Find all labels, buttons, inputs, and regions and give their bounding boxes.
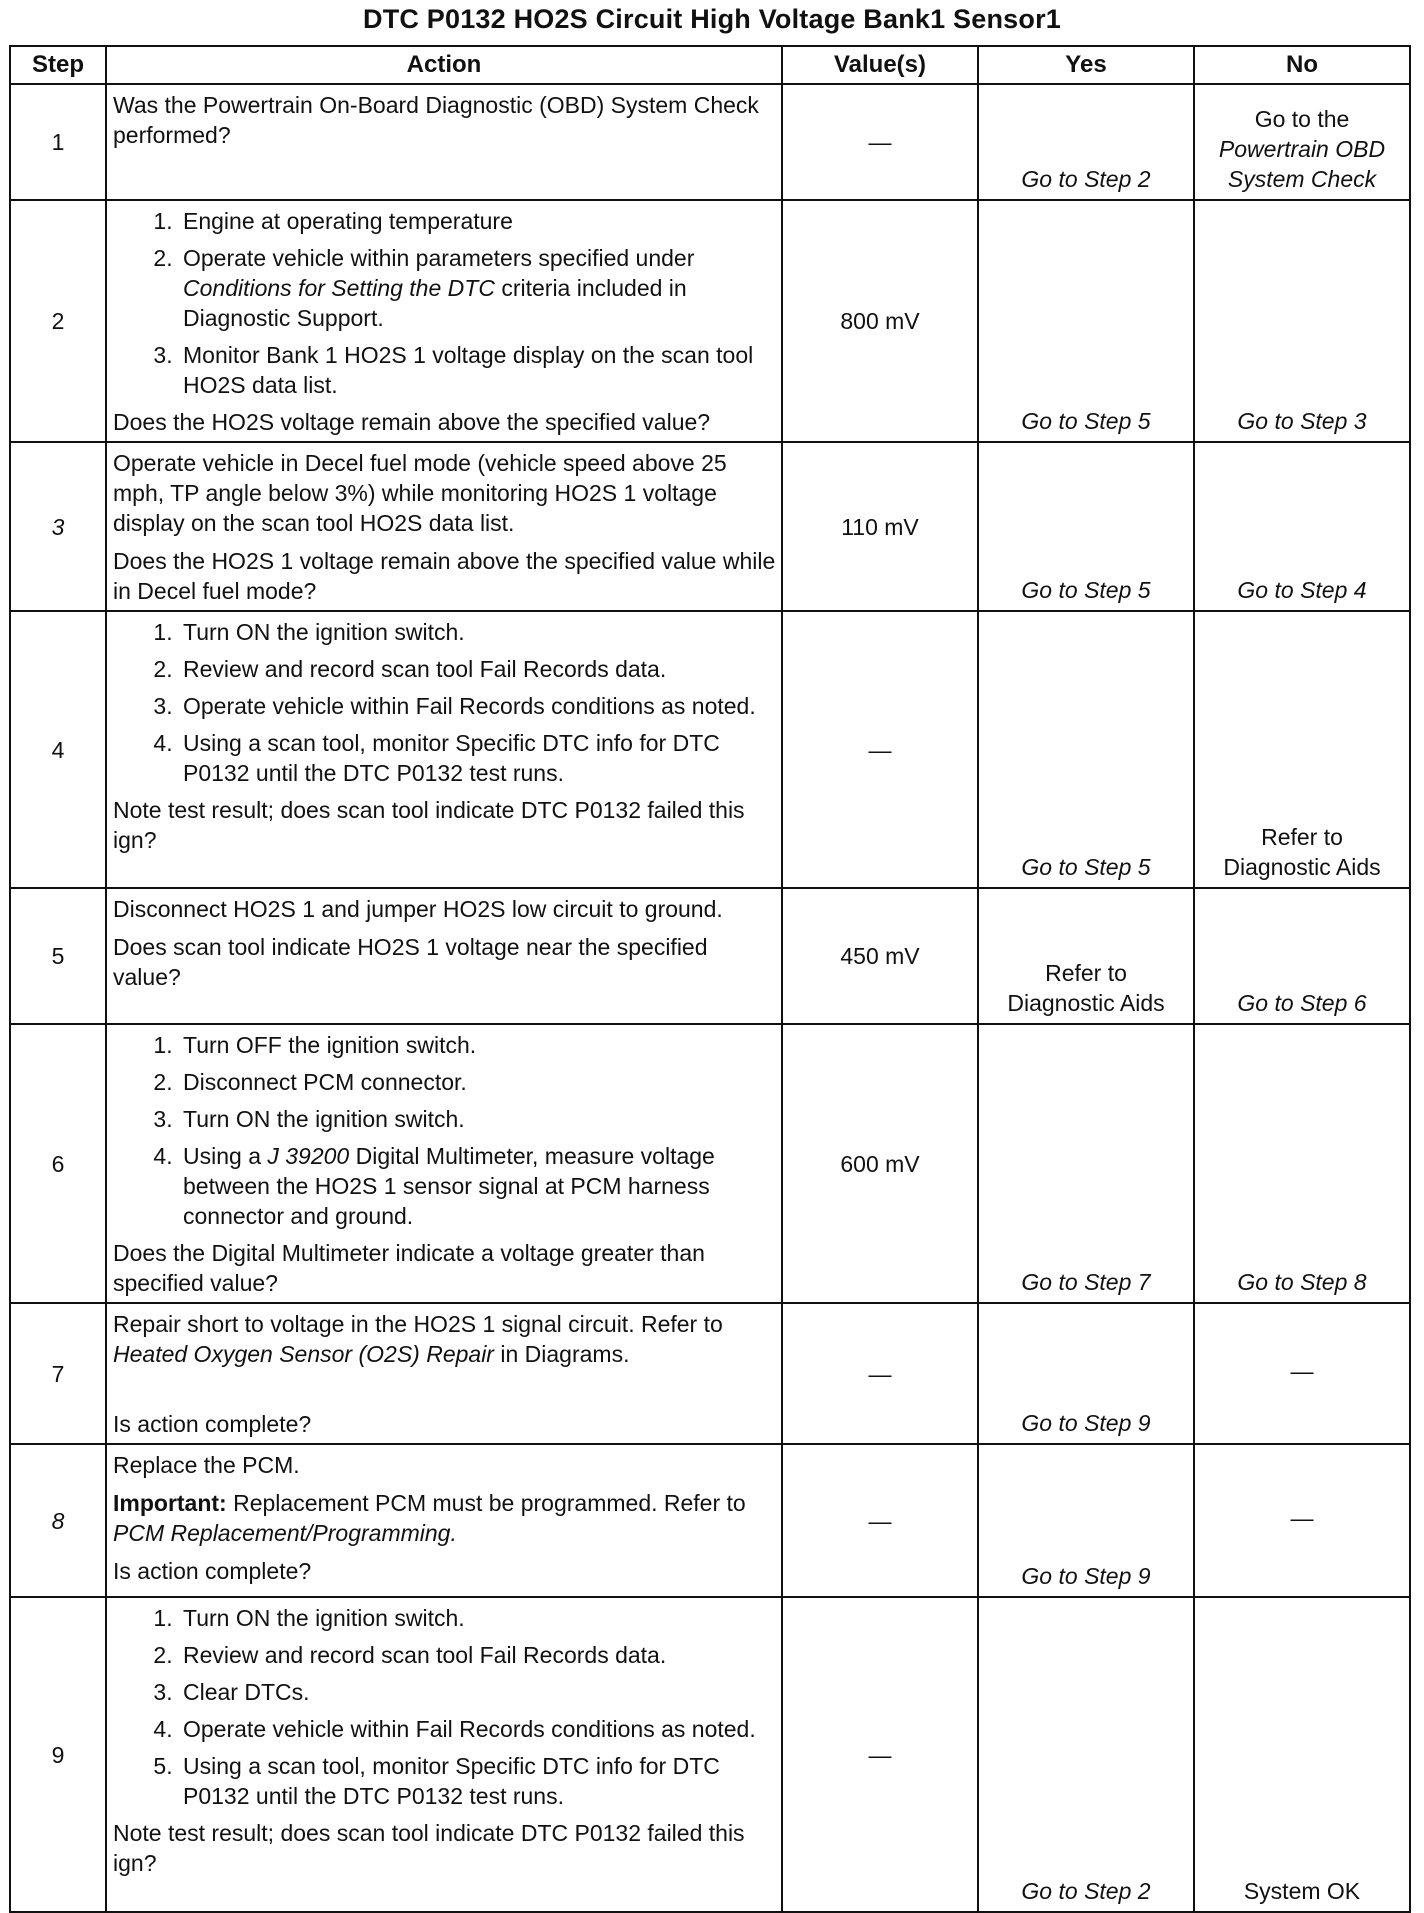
action-steps-list [113,1030,777,1231]
list-item-text: criteria included in Diagnostic Support. [183,275,687,331]
action-text: Operate vehicle in Decel fuel mode (vehicle speed above 25 mph, TP angle below 3%) while monitoring HO2S 1 voltage display on the scan tool HO2S data list. [113,450,727,536]
yes-text-line1: Refer to [1045,960,1127,986]
action-question: Note test result; does scan tool indicate DTC P0132 failed this ign? [113,1820,745,1876]
step-number: 3 [10,442,106,611]
no-cell [1194,1024,1410,1303]
list-item-text: Digital Multimeter, measure voltage between the HO2S 1 sensor signal at PCM harness connector and ground. [183,1143,715,1229]
page-title: DTC P0132 HO2S Circuit High Voltage Bank1 Sensor1 [363,4,1061,34]
no-cell [1194,888,1410,1024]
value-cell: — [782,84,978,200]
yes-goto-link: Go to Step 5 [1021,408,1151,434]
action-cell [106,1303,782,1444]
list-item: 5. Using a scan tool, monitor Specific DTC info for DTC P0132 until the DTC P0132 test runs. [179,1751,777,1811]
yes-cell [978,1303,1194,1444]
diagnostic-table [9,45,1411,1913]
no-cell [1194,611,1410,888]
no-text-line2: Powertrain OBD System Check [1218,136,1386,192]
action-text: Replace the PCM. [113,1452,300,1478]
list-item: 3. Turn ON the ignition switch. [179,1104,777,1134]
header-action: Action [106,46,782,84]
action-text-part: Repair short to voltage in the HO2S 1 signal circuit. Refer to [113,1311,723,1337]
list-item: 4. Operate vehicle within Fail Records conditions as noted. [179,1714,777,1744]
step-number: 5 [10,888,106,1024]
value-cell: — [782,1303,978,1444]
yes-goto-link: Go to Step 5 [1021,577,1151,603]
action-question: Note test result; does scan tool indicate DTC P0132 failed this ign? [113,797,745,853]
action-steps-list [113,617,777,788]
header-no: No [1194,46,1410,84]
table-row-step-5 [10,888,1410,1024]
list-item: 4. Using a scan tool, monitor Specific DTC info for DTC P0132 until the DTC P0132 test runs. [179,728,777,788]
value-cell: — [782,1597,978,1912]
step-number: 2 [10,200,106,442]
no-cell [1194,84,1410,200]
yes-goto-link: Go to Step 9 [1021,1410,1151,1436]
action-cell [106,611,782,888]
action-cell [106,84,782,200]
no-cell: System OK [1194,1597,1410,1912]
value-cell: 600 mV [782,1024,978,1303]
yes-cell [978,1444,1194,1597]
no-cell [1194,200,1410,442]
action-cell [106,1444,782,1597]
yes-text-line2: Diagnostic Aids [1007,990,1165,1016]
table-row-step-4 [10,611,1410,888]
table-header-row [10,46,1410,84]
yes-cell [978,888,1194,1024]
value-cell: — [782,611,978,888]
important-label: Important: [113,1490,227,1516]
yes-goto-link: Go to Step 7 [1021,1269,1151,1295]
list-item-text: Using a [183,1143,268,1169]
action-text [113,1309,777,1369]
yes-goto-link: Go to Step 9 [1021,1563,1151,1589]
action-question: Does the HO2S 1 voltage remain above the specified value while in Decel fuel mode? [113,548,776,604]
header-value: Value(s) [782,46,978,84]
yes-cell [978,611,1194,888]
important-text: Replacement PCM must be programmed. Refer to [226,1490,746,1516]
yes-cell [978,84,1194,200]
table-row-step-9 [10,1597,1410,1912]
yes-goto-link: Go to Step 2 [1021,166,1151,192]
yes-cell [978,1024,1194,1303]
programming-reference: PCM Replacement/Programming. [113,1520,457,1546]
action-question: Does the HO2S voltage remain above the specified value? [113,409,711,435]
no-cell: — [1194,1444,1410,1597]
no-goto-link: Go to Step 3 [1237,408,1367,434]
action-question: Is action complete? [113,1411,312,1437]
action-cell [106,442,782,611]
list-item: 3. Operate vehicle within Fail Records conditions as noted. [179,691,777,721]
list-item-text: Operate vehicle within parameters specified under [183,245,695,271]
no-goto-link: Go to Step 6 [1237,990,1367,1016]
step-number: 1 [10,84,106,200]
action-cell [106,888,782,1024]
list-item: 1. Turn OFF the ignition switch. [179,1030,777,1060]
value-cell: — [782,1444,978,1597]
table-row-step-2 [10,200,1410,442]
repair-reference: Heated Oxygen Sensor (O2S) Repair [113,1341,494,1367]
list-item [179,243,777,333]
list-item: 1. Turn ON the ignition switch. [179,1603,777,1633]
list-item: 2. Disconnect PCM connector. [179,1067,777,1097]
action-question: Is action complete? [113,1558,312,1584]
list-item: 1. Engine at operating temperature [179,206,777,236]
step-number: 9 [10,1597,106,1912]
step-number: 6 [10,1024,106,1303]
action-text: Disconnect HO2S 1 and jumper HO2S low circuit to ground. [113,896,723,922]
list-item-reference: Conditions for Setting the DTC [183,275,495,301]
action-cell [106,1597,782,1912]
list-item: 3. Clear DTCs. [179,1677,777,1707]
action-cell [106,200,782,442]
yes-cell [978,442,1194,611]
step-number: 7 [10,1303,106,1444]
value-cell: 450 mV [782,888,978,1024]
list-item [179,1141,777,1231]
header-step: Step [10,46,106,84]
table-row-step-1 [10,84,1410,200]
list-item: 2. Review and record scan tool Fail Records data. [179,1640,777,1670]
no-goto-link: Go to Step 8 [1237,1269,1367,1295]
no-text-line2: Diagnostic Aids [1223,854,1381,880]
no-cell: — [1194,1303,1410,1444]
table-row-step-6 [10,1024,1410,1303]
header-yes: Yes [978,46,1194,84]
list-item: 1. Turn ON the ignition switch. [179,617,777,647]
no-text-line1: Refer to [1261,824,1343,850]
action-question: Does scan tool indicate HO2S 1 voltage near the specified value? [113,934,708,990]
action-text-part: in Diagrams. [493,1341,630,1367]
tool-reference: J 39200 [267,1143,350,1169]
yes-cell [978,1597,1194,1912]
table-row-step-7 [10,1303,1410,1444]
list-item: 2. Review and record scan tool Fail Records data. [179,654,777,684]
table-row-step-8 [10,1444,1410,1597]
action-steps-list [113,1603,777,1811]
list-item: 3. Monitor Bank 1 HO2S 1 voltage display on the scan tool HO2S data list. [179,340,777,400]
step-number: 8 [10,1444,106,1597]
action-question: Was the Powertrain On-Board Diagnostic (OBD) System Check performed? [113,92,759,148]
action-cell [106,1024,782,1303]
value-cell: 800 mV [782,200,978,442]
yes-goto-link: Go to Step 5 [1021,854,1151,880]
step-number: 4 [10,611,106,888]
table-row-step-3 [10,442,1410,611]
yes-goto-link: Go to Step 2 [1021,1878,1151,1904]
no-text-line1: Go to the [1254,106,1350,132]
important-note [113,1488,777,1548]
value-cell: 110 mV [782,442,978,611]
no-cell [1194,442,1410,611]
no-goto-link: Go to Step 4 [1237,577,1367,603]
action-steps-list [113,206,777,400]
yes-cell [978,200,1194,442]
action-question: Does the Digital Multimeter indicate a voltage greater than specified value? [113,1240,705,1296]
